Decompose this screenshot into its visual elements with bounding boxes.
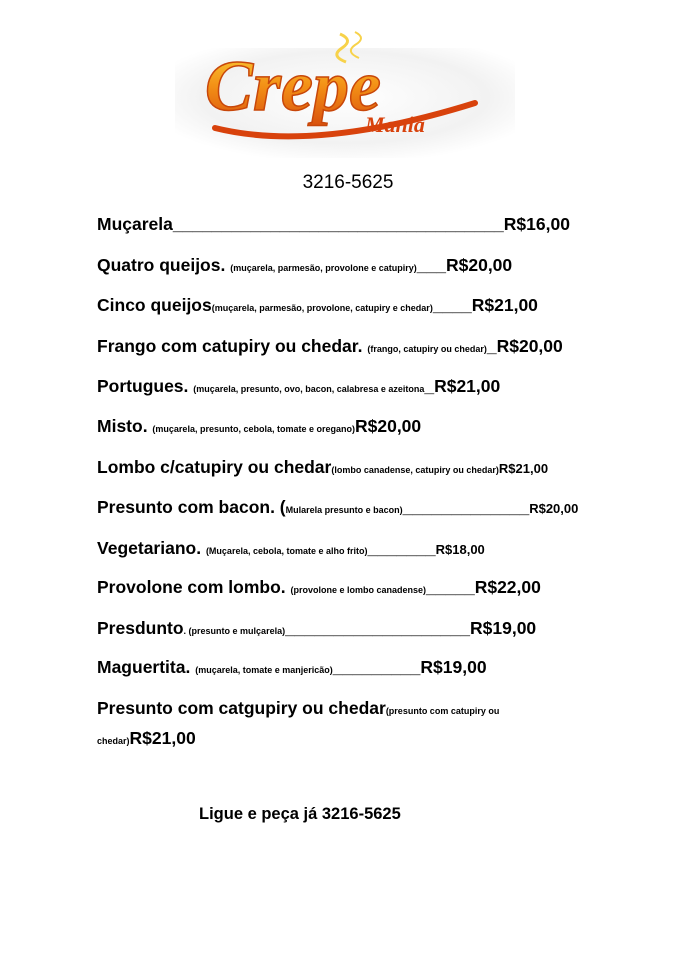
item-price: R$21,00: [129, 728, 196, 748]
menu-item: [97, 335, 657, 360]
menu-item: [97, 576, 657, 601]
item-separator: _____________: [402, 497, 530, 517]
item-price: R$16,00: [503, 214, 570, 234]
item-description: (muçarela, parmesão, provolone, catupiry e chedar): [211, 303, 433, 313]
item-price: R$19,00: [420, 657, 487, 677]
item-name: Frango com catupiry ou chedar.: [97, 336, 368, 356]
item-description: (Muçarela, cebola, tomate e alho frito): [205, 546, 368, 556]
item-separator: _______: [367, 538, 436, 558]
item-description: (lombo canadense, catupiry ou chedar): [331, 465, 499, 475]
item-description: (muçarela, tomate e manjericão): [195, 665, 333, 675]
item-description: (muçarela, presunto, ovo, bacon, calabresa e azeitona: [193, 384, 425, 394]
menu-item: [97, 456, 657, 481]
item-description: (muçarela, presunto, cebola, tomate e oregano): [152, 424, 355, 434]
item-name: Misto.: [97, 416, 153, 436]
item-separator: _: [486, 336, 497, 356]
menu-item: [97, 697, 657, 722]
item-name: Cinco queijos: [97, 295, 212, 315]
item-separator: _: [424, 376, 435, 396]
item-description: Mularela presunto e bacon): [285, 505, 403, 515]
phone-number: 3216-5625: [302, 172, 394, 193]
item-name: Muçarela: [97, 214, 173, 234]
item-separator: ___: [416, 255, 446, 275]
item-price: R$22,00: [474, 577, 541, 597]
logo-brand-text: Crepe: [205, 46, 381, 126]
item-name: Lombo c/catupiry ou chedar: [97, 457, 332, 477]
item-price: R$18,00: [435, 542, 485, 557]
item-price: R$21,00: [434, 376, 501, 396]
menu-item: [97, 254, 657, 279]
item-price: R$20,00: [354, 416, 422, 436]
item-price: R$20,00: [496, 336, 563, 356]
item-name: Presunto com catgupiry ou chedar: [97, 698, 386, 718]
item-description: . (presunto e mulçarela): [183, 626, 286, 636]
item-separator: ____: [432, 295, 472, 315]
item-price: R$20,00: [529, 501, 579, 516]
item-description: (muçarela, parmesão, provolone e catupiry): [230, 263, 417, 273]
item-price: R$19,00: [470, 618, 537, 638]
item-description: chedar): [97, 736, 130, 746]
menu-item-continuation: [97, 727, 657, 752]
item-name: Maguertita.: [97, 657, 196, 677]
menu-item: [97, 617, 657, 642]
item-price: R$21,00: [471, 295, 538, 315]
item-price: R$20,00: [445, 255, 513, 275]
item-separator: __________________________________: [172, 214, 504, 234]
menu-item: [97, 496, 657, 521]
item-separator: _____: [426, 577, 475, 597]
menu-item: [97, 415, 657, 440]
item-name: Presunto com bacon. (: [97, 497, 286, 517]
item-name: Provolone com lombo.: [97, 577, 291, 597]
item-description: (presunto com catupiry ou: [385, 706, 500, 716]
item-description: (frango, catupiry ou chedar): [367, 344, 487, 354]
item-name: Portugues.: [97, 376, 194, 396]
item-separator: _________: [332, 657, 421, 677]
item-separator: ___________________: [285, 618, 470, 638]
footer-call-to-action: Ligue e peça já 3216-5625: [199, 805, 401, 823]
item-description: (provolone e lombo canadense): [290, 585, 427, 595]
menu-item: [97, 656, 657, 681]
logo-graphic: [175, 28, 515, 170]
logo-sub-text: Mania: [365, 112, 425, 137]
item-name: Quatro queijos.: [97, 255, 231, 275]
item-price: R$21,00: [498, 461, 549, 476]
menu-item: [97, 213, 657, 235]
item-name: Presdunto: [97, 618, 184, 638]
menu-item: [97, 375, 657, 400]
menu-item: [97, 537, 657, 562]
item-name: Vegetariano.: [97, 538, 206, 558]
menu-item: [97, 294, 657, 319]
crepe-mania-logo: [175, 28, 515, 170]
